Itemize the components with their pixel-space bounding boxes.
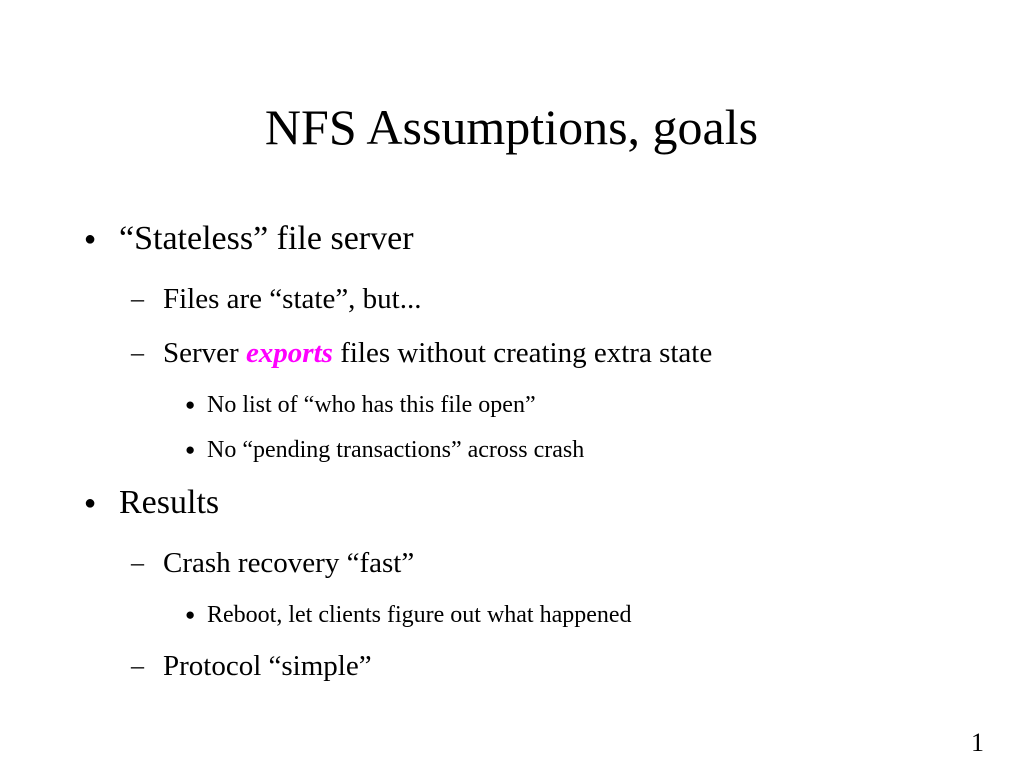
bullet-crash-recovery: Crash recovery “fast” (163, 547, 415, 579)
bullet-reboot: Reboot, let clients figure out what happened (207, 602, 632, 628)
bullet-no-list: No list of “who has this file open” (207, 392, 536, 418)
bullet-files-are-state: Files are “state”, but... (163, 283, 422, 315)
bullet-stateless-file-server: “Stateless” file server (119, 220, 414, 257)
bullet-dash-icon: – (131, 548, 144, 577)
bullet-server-exports (163, 335, 712, 371)
bullet-results: Results (119, 484, 220, 521)
bullet-dash-icon: – (131, 338, 144, 367)
bullet-dot-icon: ● (84, 492, 97, 514)
bullet-dot-icon: ● (185, 395, 196, 414)
files-without-state-text: files without creating extra state (332, 337, 713, 369)
bullet-dash-icon: – (131, 284, 144, 313)
bullet-dot-icon: ● (185, 440, 196, 459)
bullet-dash-icon: – (131, 651, 144, 680)
bullet-protocol-simple: Protocol “simple” (163, 650, 372, 682)
bullet-no-pending: No “pending transactions” across crash (207, 437, 585, 463)
bullet-dot-icon: ● (185, 605, 196, 624)
exports-emphasis: exports (245, 337, 333, 369)
page-number: 1 (971, 728, 984, 757)
server-text: Server (163, 337, 246, 369)
slide-title: NFS Assumptions, goals (264, 99, 759, 155)
bullet-dot-icon: ● (84, 228, 97, 250)
